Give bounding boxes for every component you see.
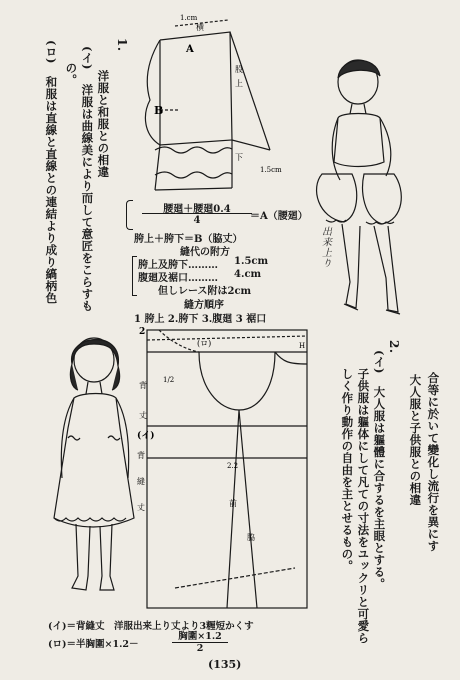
section1-item-i-marker: (イ) <box>80 46 95 70</box>
section1-item-ro-marker: (ロ) <box>44 40 59 64</box>
formula-side: 胯上＋胯下＝B（脇丈） <box>134 234 243 245</box>
formula-order-title: 縫方順序 <box>184 300 224 311</box>
section2-item-i-text-2: 子供服は軀体にして凡ての寸法をユックリと可愛ら <box>356 368 371 644</box>
footer-note-2 <box>48 636 139 650</box>
footer-note-1-text: ＝背縫丈 洋服出来上り丈より3糎短かくす <box>66 621 254 632</box>
section2-line1: 合等に於いて變化し流行を異にす <box>426 372 441 552</box>
dress-label-sakai: 前 <box>229 499 237 508</box>
section1-item-ro-text: 和服は直線と直線との連結より成り縞柄色 <box>44 76 59 304</box>
dress-label-ro: (ロ) <box>197 339 212 348</box>
formula-seam-row1-value: 1.5cm <box>234 256 269 267</box>
footer-note-2-marker: (ロ) <box>48 639 67 650</box>
formula-seam-row3: 但しレース附は2cm <box>158 286 252 297</box>
girl-bloomers-illustration <box>300 42 425 327</box>
bloomers-draft-diagram <box>120 10 290 205</box>
dress-label-se-take2: 縫 <box>137 477 145 486</box>
section2-item-i-marker: (イ) <box>372 350 387 374</box>
draft-label-1-5cm: 1.5cm <box>260 166 282 174</box>
dress-label-kura: 脇 <box>247 533 255 542</box>
page-number: (135) <box>208 658 242 671</box>
formula-seam-row2-value: 4.cm <box>234 269 262 280</box>
draft-label-shita: 下 <box>235 153 243 162</box>
dress-label-i: (イ) <box>137 431 155 441</box>
illustration-caption: 出来上り <box>319 226 331 268</box>
section1-item-i-text-cont: の。 <box>64 62 79 86</box>
formula-seam-row2-label: 腹廻及裾口……… <box>138 273 218 284</box>
dress-label-2: 2 <box>139 327 146 337</box>
dress-label-se-take3: 丈 <box>137 503 145 512</box>
section2-item-i-text-3: しく作り動作の自由を主とせるもの。 <box>340 368 355 572</box>
section1-heading: 洋服と和服との相違 <box>96 70 111 178</box>
footer-note-2-denominator: 2 <box>196 643 204 654</box>
formula-waist-result: ＝A（腰廻） <box>250 211 308 222</box>
footer-note-2-text: ＝半胸圍×1.2－ <box>66 639 139 650</box>
formula-order-list: 1 胯上 2.胯下 3.腹廻 3 裾口 <box>134 314 267 325</box>
section2-heading: 大人服と子供服との相違 <box>408 374 423 506</box>
formula-waist-numerator: 腰廻＋腰廻0.4 <box>163 204 231 215</box>
footer-note-1-marker: (イ) <box>48 621 67 632</box>
draft-label-1cm: 1.cm <box>180 14 198 22</box>
formula-waist-denominator: 4 <box>193 215 201 226</box>
draft-label-a: A <box>186 44 194 55</box>
section2-number: 2. <box>387 340 401 354</box>
dress-label-se: 背 <box>139 381 147 390</box>
girl-dress-illustration <box>38 318 148 608</box>
section1-item-i-text: 洋服は曲線美により而して意匠をこらすも <box>80 84 95 312</box>
section2-item-i-text: 大人服は軀體に合するを主眼とする。 <box>372 386 387 590</box>
dress-label-1-2: 1/2 <box>163 376 175 384</box>
draft-label-haba: 横 <box>196 23 204 32</box>
draft-label-b: B <box>154 104 164 117</box>
dress-draft-diagram <box>135 318 315 613</box>
formula-seam-title: 縫代の附方 <box>180 247 230 258</box>
draft-label-mata: 股 <box>235 65 243 74</box>
footer-note-2-numerator: 胸圍×1.2 <box>172 628 228 643</box>
dress-label-take: 丈 <box>139 411 147 420</box>
dress-label-h: H <box>299 342 306 350</box>
dress-label-2-2: 2.2 <box>227 462 239 470</box>
footer-note-2-fraction <box>172 628 228 654</box>
formula-seam-row1-label: 胯上及胯下……… <box>138 260 218 271</box>
draft-label-ue: 上 <box>235 79 243 88</box>
section1-number: 1. <box>115 38 129 52</box>
dress-label-se-take: 背 <box>137 451 145 460</box>
